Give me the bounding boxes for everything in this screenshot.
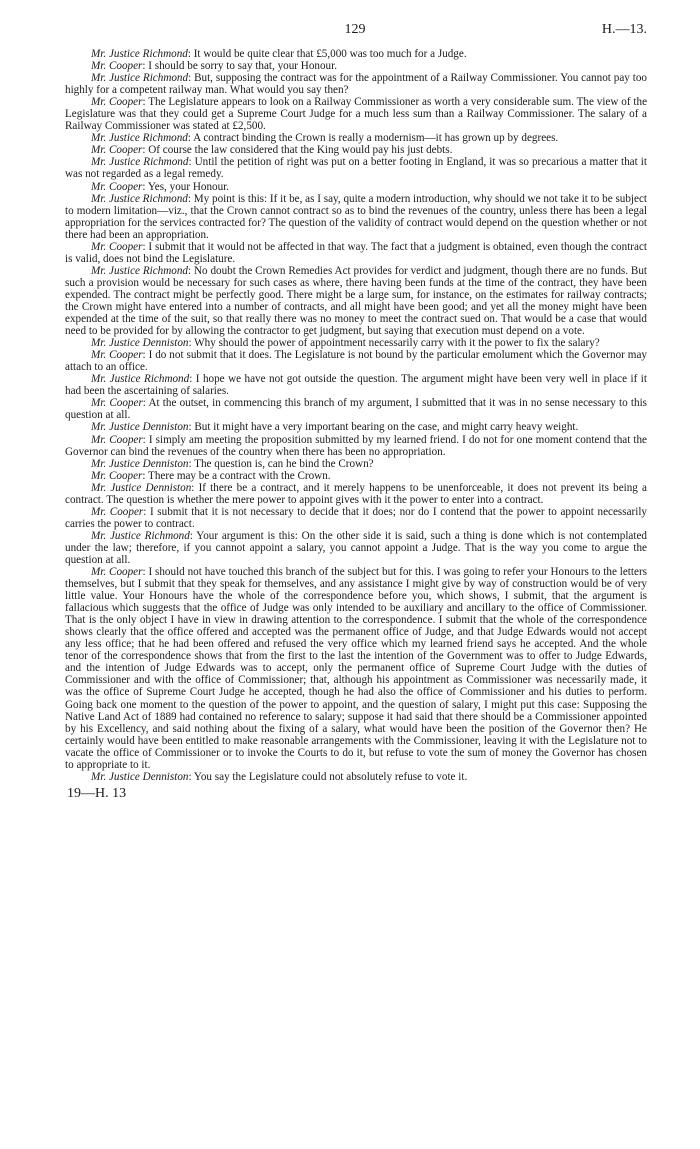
speaker-name: Mr. Justice Richmond	[91, 132, 188, 145]
speech-text: : A contract binding the Crown is really a modernism—it has grown up by degrees.	[187, 132, 559, 145]
transcript-paragraph	[65, 132, 647, 144]
transcript-paragraph	[65, 96, 647, 132]
page-number: 129	[344, 22, 366, 37]
speech-text: : Yes, your Honour.	[142, 180, 230, 193]
speaker-name: Mr. Justice Richmond	[91, 72, 189, 85]
page-header	[65, 18, 647, 48]
transcript-paragraph	[65, 193, 647, 241]
speech-text: : I do not submit that it does. The Legislature is not bound by the particular emolument which the Governor may attach to an office.	[65, 349, 647, 374]
speaker-name: Mr. Cooper	[91, 349, 143, 362]
speaker-name: Mr. Justice Richmond	[91, 48, 188, 60]
speaker-name: Mr. Justice Denniston	[91, 481, 192, 494]
transcript-paragraph	[65, 156, 647, 180]
transcript-paragraph	[65, 434, 647, 458]
speaker-name: Mr. Cooper	[91, 144, 143, 157]
speaker-name: Mr. Justice Richmond	[91, 373, 190, 386]
speech-text: : My point is this: If it be, as I say, quite a modern introduction, why should we not take it to be subject to modern limitation—viz., that the Crown cannot contract so as to bind the revenues of the country, unless there has been a legal appropriation for the services contracted for? The question of the validity of contract would depend on the question whether or not there had been an appropriation.	[65, 192, 647, 241]
speech-text: : Your argument is this: On the other side it is said, such a thing is done which is not contemplated under the law; therefore, if you cannot appoint a salary, you cannot appoint a Judge. That is the way you come to argue the question at all.	[65, 529, 647, 566]
speech-text: : Of course the law considered that the King would pay his just debts.	[142, 144, 453, 157]
transcript-paragraph	[65, 566, 647, 771]
document-reference: H.—13.	[601, 22, 647, 37]
transcript-paragraph	[65, 48, 647, 60]
speech-text: : Why should the power of appointment necessarily carry with it the power to fix the salary?	[188, 337, 600, 350]
transcript-paragraph	[65, 241, 647, 265]
transcript-paragraph	[65, 458, 647, 470]
speaker-name: Mr. Justice Richmond	[91, 192, 188, 205]
speech-text: : If there be a contract, and it merely happens to be unenforceable, it does not prevent its being a contract. The question is whether the mere power to appoint gives with it the power to enter into a contract.	[65, 481, 648, 506]
speech-text: : I submit that it would not be affected in that way. The fact that a judgment is obtained, even though the contract is valid, does not bind the Legislature.	[65, 240, 647, 265]
speaker-name: Mr. Justice Denniston	[91, 337, 189, 350]
speaker-name: Mr. Cooper	[91, 397, 143, 410]
transcript-paragraph	[65, 337, 647, 349]
speaker-name: Mr. Justice Richmond	[91, 529, 190, 542]
speech-text: : No doubt the Crown Remedies Act provides for verdict and judgment, though there are no funds. But such a provision would be necessary for such cases as where, there having been funds at the time of the contract, they have been expended. The contract might be perfectly good. There might be a large sum, for instance, on the estimates for railway contracts; the Crown might have entered into a number of contracts, and all might have been good; and yet all the money might have been expended at the time of the suit, so that really there was no money to meet the contract sued on. That would be a case that would need to be provided for by allowing the contractor to get judgment, but saying that execution must depend on a vote.	[65, 264, 648, 338]
transcript-body	[65, 48, 647, 783]
speaker-name: Mr. Cooper	[91, 180, 143, 193]
speech-text: : I submit that it is not necessary to decide that it does; nor do I contend that the power to appoint necessarily carries the power to contract.	[65, 505, 648, 530]
speech-text: : It would be quite clear that £5,000 was too much for a Judge.	[187, 48, 467, 60]
speech-text: : I hope we have not got outside the question. The argument might have been very well in place if it had been the ascertaining of salaries.	[65, 373, 647, 398]
speech-text: : Until the petition of right was put on a better footing in England, it was so precarious a matter that it was not regarded as a legal remedy.	[65, 156, 647, 181]
transcript-paragraph	[65, 506, 647, 530]
speaker-name: Mr. Cooper	[91, 240, 143, 253]
transcript-paragraph	[65, 349, 647, 373]
speech-text: : But, supposing the contract was for the appointment of a Railway Commissioner. You cannot pay too highly for a competent railway man. What would you say then?	[65, 72, 647, 97]
speech-text: : But it might have a very important bearing on the case, and might carry heavy weight.	[188, 421, 579, 434]
transcript-paragraph	[65, 470, 647, 482]
transcript-paragraph	[65, 72, 647, 96]
speaker-name: Mr. Cooper	[91, 60, 143, 73]
speaker-name: Mr. Cooper	[91, 96, 143, 109]
speaker-name: Mr. Cooper	[91, 505, 144, 518]
speaker-name: Mr. Justice Denniston	[91, 770, 189, 783]
transcript-paragraph	[65, 482, 647, 506]
speaker-name: Mr. Cooper	[91, 433, 143, 446]
transcript-paragraph	[65, 373, 647, 397]
speech-text: : I simply am meeting the proposition submitted by my learned friend. I do not for one moment contend that the Governor can bind the revenues of the country when there has been no appropriation.	[65, 433, 647, 458]
transcript-paragraph	[65, 144, 647, 156]
speaker-name: Mr. Justice Richmond	[91, 264, 189, 277]
speech-text: : The question is, can he bind the Crown?	[188, 457, 374, 470]
transcript-paragraph	[65, 771, 647, 783]
speech-text: : I should not have touched this branch of the subject but for this. I was going to refer your Honours to the letters themselves, but I submit that they speak for themselves, and any assistance I might give by way of construction would be of very little value. Your Honours have the whole of the correspondence before you, which shows, I submit, that the argument is fallacious which suggests that the office of Judge was only intended to be auxiliary and ancillary to the office of Commissioner. That is the only object I have in view in drawing attention to the correspondence. I submit that the whole of the correspondence shows clearly that the office offered and accepted was the permanent office of Judge, and that Judge Edwards would not accept any less office; that he had been offered and refused the very office which my learned friend says he accepted. And the whole tenor of the correspondence shows that from the first to the last the intention of the Government was to offer to Judge Edwards, and the intention of Judge Edwards was to accept, only the permanent office of Supreme Court Judge with the duties of Commissioner and with the office of Commissioner; that, although his appointment as Commissioner was necessarily made, it was the office of Supreme Court Judge he accepted, though he had also the office of Commissioner and his duties to perform. Going back one moment to the question of the power to appoint, and the question of salary, I might put this case: Supposing the Native Land Act of 1889 had contained no reference to salary; suppose it had said that there should be a Commissioner appointed by his Excellency, and said nothing about the fixing of a salary, what would have been the position of the Governor then? He certainly would have been entitled to make reasonable arrangements with the Commissioner, leaving it with the Legislature not to vacate the office of Commissioner or to invoke the Courts to do it, but refuse to vote the sum of money the Governor has chosen to appropriate to it.	[65, 566, 647, 771]
speech-text: : You say the Legislature could not absolutely refuse to vote it.	[188, 770, 468, 783]
transcript-paragraph	[65, 181, 647, 193]
transcript-paragraph	[65, 397, 647, 421]
transcript-paragraph	[65, 421, 647, 433]
speech-text: : I should be sorry to say that, your Honour.	[142, 60, 338, 73]
speech-text: : The Legislature appears to look on a Railway Commissioner as worth a very considerable sum. The view of the Legislature was that they could get a Supreme Court Judge for a much less sum than a Railway Commissioner. The salary of a Railway Commissioner was stated at £2,500.	[65, 96, 648, 133]
transcript-paragraph	[65, 265, 647, 337]
speaker-name: Mr. Justice Denniston	[91, 421, 189, 434]
speech-text: : At the outset, in commencing this branch of my argument, I submitted that it was in no sense necessary to this question at all.	[65, 397, 647, 422]
speech-text: : There may be a contract with the Crown.	[142, 469, 331, 482]
speaker-name: Mr. Cooper	[91, 566, 143, 579]
transcript-paragraph	[65, 530, 647, 566]
speaker-name: Mr. Justice Denniston	[91, 457, 189, 470]
printer-signature: 19—H. 13	[67, 785, 127, 801]
speaker-name: Mr. Justice Richmond	[91, 156, 189, 169]
transcript-paragraph	[65, 60, 647, 72]
speaker-name: Mr. Cooper	[91, 469, 143, 482]
